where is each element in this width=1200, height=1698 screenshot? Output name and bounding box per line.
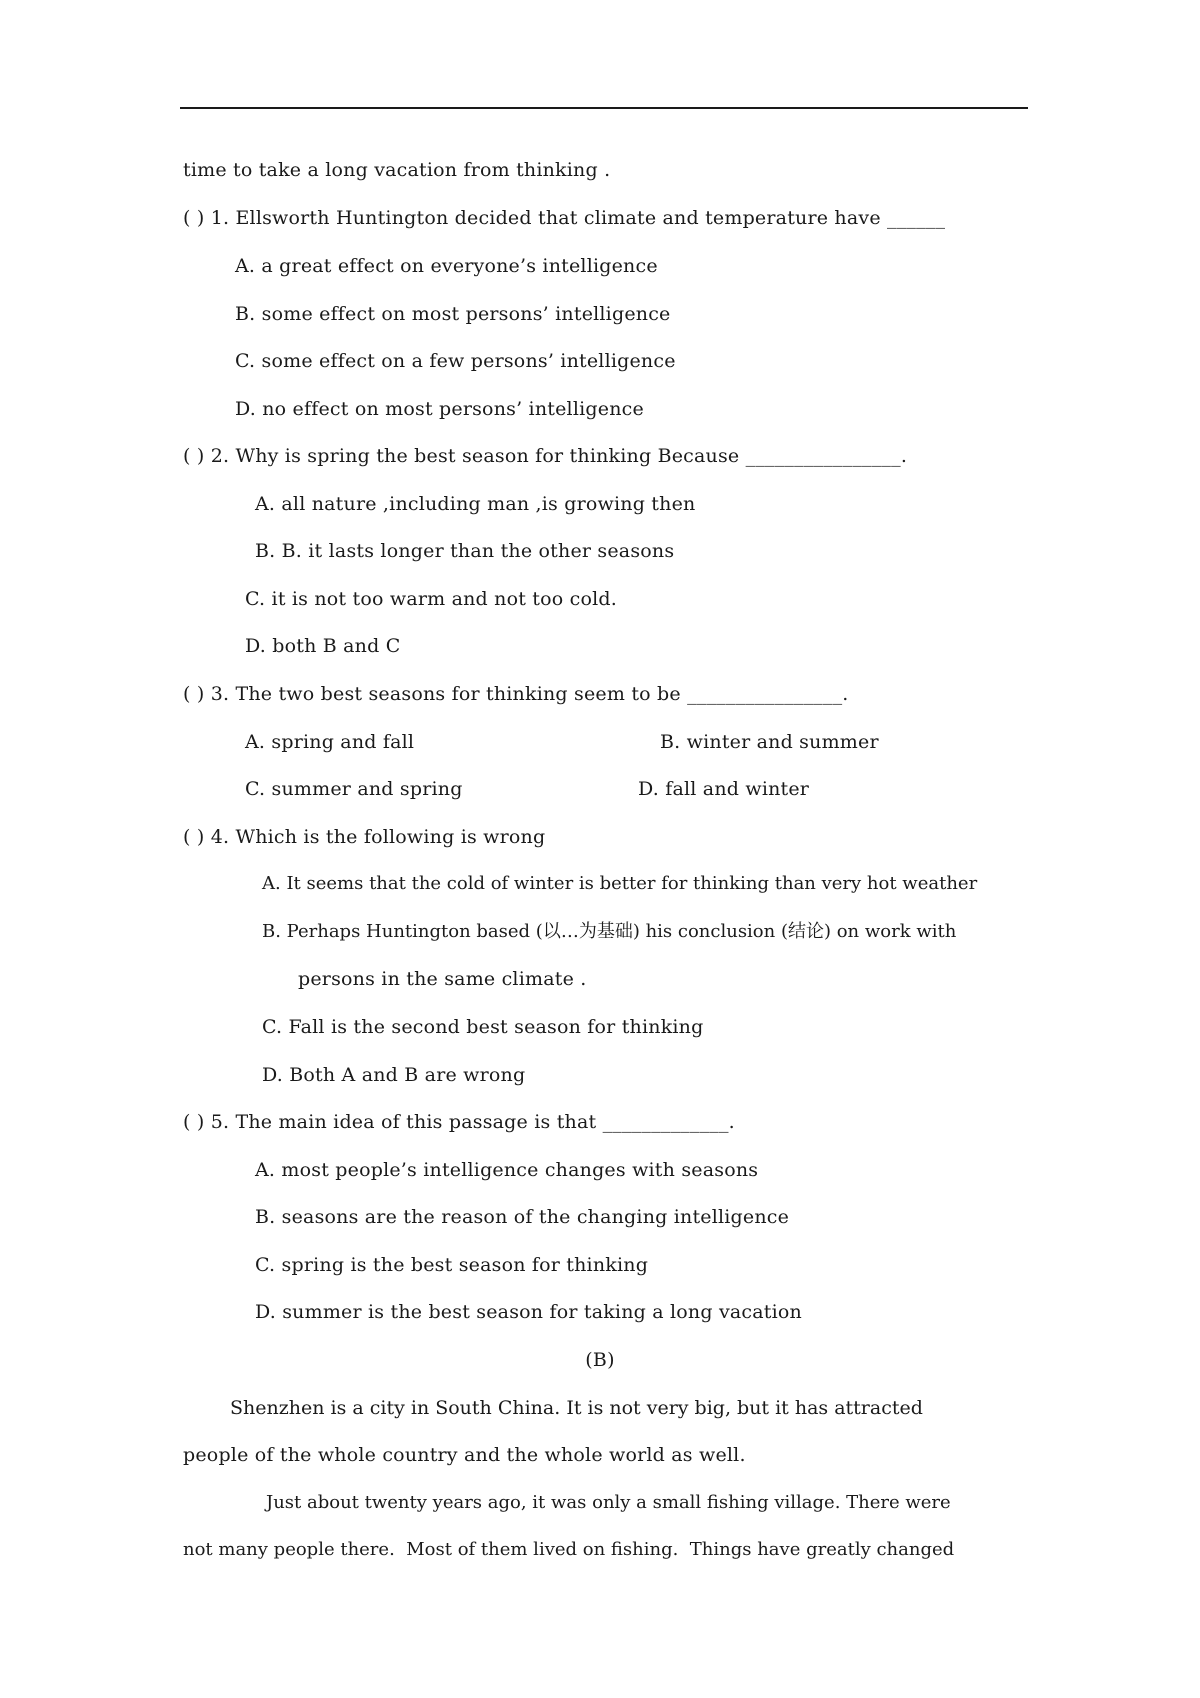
question-4-option-a: A. It seems that the cold of winter is better for thinking than very hot weather <box>262 873 978 894</box>
question-3-option-c: C. summer and spring <box>245 778 463 800</box>
passage-a-end: time to take a long vacation from thinking . <box>183 159 611 181</box>
question-4-option-b: B. Perhaps Huntington based (以…为基础) his conclusion (结论) on work with <box>262 921 957 942</box>
question-5-option-d: D. summer is the best season for taking a long vacation <box>255 1301 802 1323</box>
question-5-option-b: B. seasons are the reason of the changing intelligence <box>255 1206 790 1228</box>
question-3-option-d: D. fall and winter <box>638 778 810 800</box>
question-1-option-a: A. a great effect on everyone’s intelligence <box>235 255 658 277</box>
question-5-stem: ( ) 5. The main idea of this passage is that _____________. <box>183 1111 735 1133</box>
question-4-option-c: C. Fall is the second best season for thinking <box>262 1016 704 1038</box>
question-2-option-c: C. it is not too warm and not too cold. <box>245 588 618 610</box>
question-3-stem: ( ) 3. The two best seasons for thinking seem to be ________________. <box>183 683 849 705</box>
question-1-option-d: D. no effect on most persons’ intelligence <box>235 398 644 420</box>
section-b-paragraph-2-line-2: not many people there. Most of them lived on fishing. Things have greatly changed <box>183 1539 955 1560</box>
section-b-heading: (B) <box>585 1349 615 1371</box>
question-5-option-a: A. most people’s intelligence changes with seasons <box>255 1159 759 1181</box>
question-4-option-b-continued: persons in the same climate . <box>298 968 587 990</box>
question-4-option-d: D. Both A and B are wrong <box>262 1064 526 1086</box>
question-2-option-a: A. all nature ,including man ,is growing then <box>255 493 696 515</box>
section-b-paragraph-2-line-1: Just about twenty years ago, it was only a small fishing village. There were <box>266 1492 951 1513</box>
question-1-stem: ( ) 1. Ellsworth Huntington decided that climate and temperature have ______ <box>183 207 946 229</box>
question-3-option-b: B. winter and summer <box>660 731 879 753</box>
question-2-option-d: D. both B and C <box>245 635 401 657</box>
section-b-paragraph-1-line-2: people of the whole country and the whole world as well. <box>183 1444 746 1466</box>
question-4-stem: ( ) 4. Which is the following is wrong <box>183 826 546 848</box>
question-1-option-c: C. some effect on a few persons’ intelligence <box>235 350 676 372</box>
question-1-option-b: B. some effect on most persons’ intelligence <box>235 303 671 325</box>
question-2-option-b: B. B. it lasts longer than the other seasons <box>255 540 675 562</box>
question-2-stem: ( ) 2. Why is spring the best season for thinking Because ________________. <box>183 445 908 467</box>
section-b-paragraph-1-line-1: Shenzhen is a city in South China. It is not very big, but it has attracted <box>230 1397 923 1419</box>
question-5-option-c: C. spring is the best season for thinking <box>255 1254 649 1276</box>
header-rule <box>180 107 1028 109</box>
question-3-option-a: A. spring and fall <box>245 731 415 753</box>
